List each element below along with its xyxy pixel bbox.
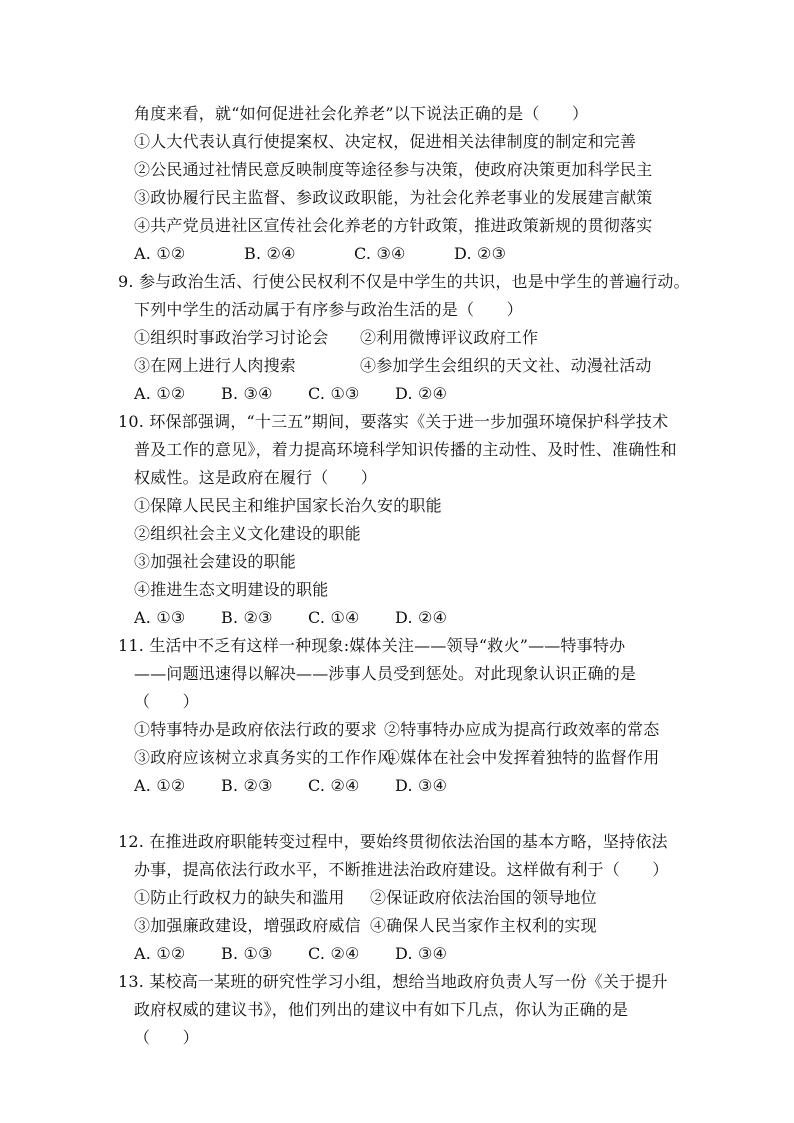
q9-stem-1: 9. 参与政治生活、行使公民权利不仅是中学生的共识，也是中学生的普遍行动。 bbox=[118, 272, 690, 291]
q9-option-a: A. ①② bbox=[134, 384, 186, 403]
q9-item-4: ④参加学生会组织的天文社、动漫社活动 bbox=[360, 356, 652, 375]
q13-stem-1: 13. 某校高一某班的研究性学习小组，想给当地政府负责人写一份《关于提升 bbox=[118, 972, 668, 991]
q10-item-1: ①保障人民民主和维护国家长治久安的职能 bbox=[134, 496, 442, 515]
q8-stem: 角度来看，就“如何促进社会化养老”以下说法正确的是（ ） bbox=[134, 104, 589, 123]
q10-item-3: ③加强社会建设的职能 bbox=[134, 552, 297, 571]
q12-item-2: ②保证政府依法治国的领导地位 bbox=[370, 888, 597, 907]
q8-option-a: A. ①② bbox=[134, 244, 186, 263]
q9-item-3: ③在网上进行人肉搜索 bbox=[134, 356, 297, 375]
q11-stem-2: ——问题迅速得以解决——涉事人员受到惩处。对此现象认识正确的是 bbox=[134, 664, 637, 683]
q8-option-d: D. ②③ bbox=[454, 244, 507, 263]
q8-option-c: C. ③④ bbox=[354, 244, 406, 263]
q11-item-3: ③政府应该树立求真务实的工作作风 bbox=[134, 748, 394, 767]
q10-option-a: A. ①③ bbox=[134, 608, 186, 627]
q12-items-row-1 bbox=[134, 888, 597, 908]
q12-option-c: C. ②④ bbox=[308, 944, 360, 963]
q12-option-b: B. ①③ bbox=[221, 944, 273, 963]
q8-option-b: B. ②④ bbox=[244, 244, 296, 263]
q10-options bbox=[134, 608, 447, 628]
q9-option-d: D. ②④ bbox=[395, 384, 448, 403]
q9-items-row-2 bbox=[134, 356, 652, 376]
q13-stem-2: 政府权威的建议书》，他们列出的建议中有如下几点，你认为正确的是 bbox=[134, 1000, 629, 1019]
q9-items-row-1 bbox=[134, 328, 538, 348]
q11-options bbox=[134, 776, 447, 796]
q12-items-row-2 bbox=[134, 916, 597, 936]
q11-option-c: C. ②④ bbox=[308, 776, 360, 795]
q12-stem-2: 办事，提高依法行政水平，不断推进法治政府建设。这样做有利于（ ） bbox=[134, 860, 669, 879]
q12-option-a: A. ①② bbox=[134, 944, 186, 963]
q9-option-c: C. ①③ bbox=[308, 384, 360, 403]
q10-option-d: D. ②④ bbox=[395, 608, 448, 627]
q11-items-row-1 bbox=[134, 720, 659, 740]
q10-stem-2: 普及工作的意见》，着力提高环境科学知识传播的主动性、及时性、准确性和 bbox=[134, 440, 677, 459]
q11-stem-1: 11. 生活中不乏有这样一种现象:媒体关注——领导“救火”——特事特办 bbox=[118, 636, 626, 655]
q11-items-row-2 bbox=[134, 748, 659, 768]
q9-item-2: ②利用微博评议政府工作 bbox=[360, 328, 539, 347]
q8-item-2: ②公民通过社情民意反映制度等途径参与决策，使政府决策更加科学民主 bbox=[134, 160, 653, 179]
q9-item-1: ①组织时事政治学习讨论会 bbox=[134, 328, 329, 347]
q9-options bbox=[134, 384, 447, 404]
q10-stem-1: 10. 环保部强调，“十三五”期间，要落实《关于进一步加强环境保护科学技术 bbox=[118, 412, 669, 431]
q13-stem-3: （ ） bbox=[134, 1028, 199, 1047]
q12-item-1: ①防止行政权力的缺失和滥用 bbox=[134, 888, 345, 907]
q10-item-2: ②组织社会主义文化建设的职能 bbox=[134, 524, 361, 543]
q12-options bbox=[134, 944, 447, 964]
q8-options bbox=[134, 244, 506, 264]
q11-stem-3: （ ） bbox=[134, 692, 199, 711]
q8-item-3: ③政协履行民主监督、参政议政职能，为社会化养老事业的发展建言献策 bbox=[134, 188, 653, 207]
q10-stem-3: 权威性。这是政府在履行（ ） bbox=[134, 468, 378, 487]
q11-option-b: B. ②③ bbox=[221, 776, 273, 795]
q8-item-4: ④共产党员进社区宣传社会化养老的方针政策，推进政策新规的贯彻落实 bbox=[134, 216, 653, 235]
q11-option-a: A. ①② bbox=[134, 776, 186, 795]
q8-item-1: ①人大代表认真行使提案权、决定权，促进相关法律制度的制定和完善 bbox=[134, 132, 637, 151]
q11-item-4: ④媒体在社会中发挥着独特的监督作用 bbox=[384, 748, 660, 767]
q11-option-d: D. ③④ bbox=[395, 776, 448, 795]
q11-item-1: ①特事特办是政府依法行政的要求 bbox=[134, 720, 378, 739]
q9-option-b: B. ③④ bbox=[221, 384, 273, 403]
q11-item-2: ②特事特办应成为提高行政效率的常态 bbox=[384, 720, 660, 739]
q12-option-d: D. ③④ bbox=[395, 944, 448, 963]
q12-item-4: ④确保人民当家作主权利的实现 bbox=[370, 916, 597, 935]
q12-item-3: ③加强廉政建设，增强政府威信 bbox=[134, 916, 361, 935]
q12-stem-1: 12. 在推进政府职能转变过程中，要始终贯彻依法治国的基本方略，坚持依法 bbox=[118, 832, 668, 851]
q10-option-b: B. ②③ bbox=[221, 608, 273, 627]
q10-option-c: C. ①④ bbox=[308, 608, 360, 627]
q10-item-4: ④推进生态文明建设的职能 bbox=[134, 580, 329, 599]
q9-stem-2: 下列中学生的活动属于有序参与政治生活的是（ ） bbox=[134, 300, 523, 319]
